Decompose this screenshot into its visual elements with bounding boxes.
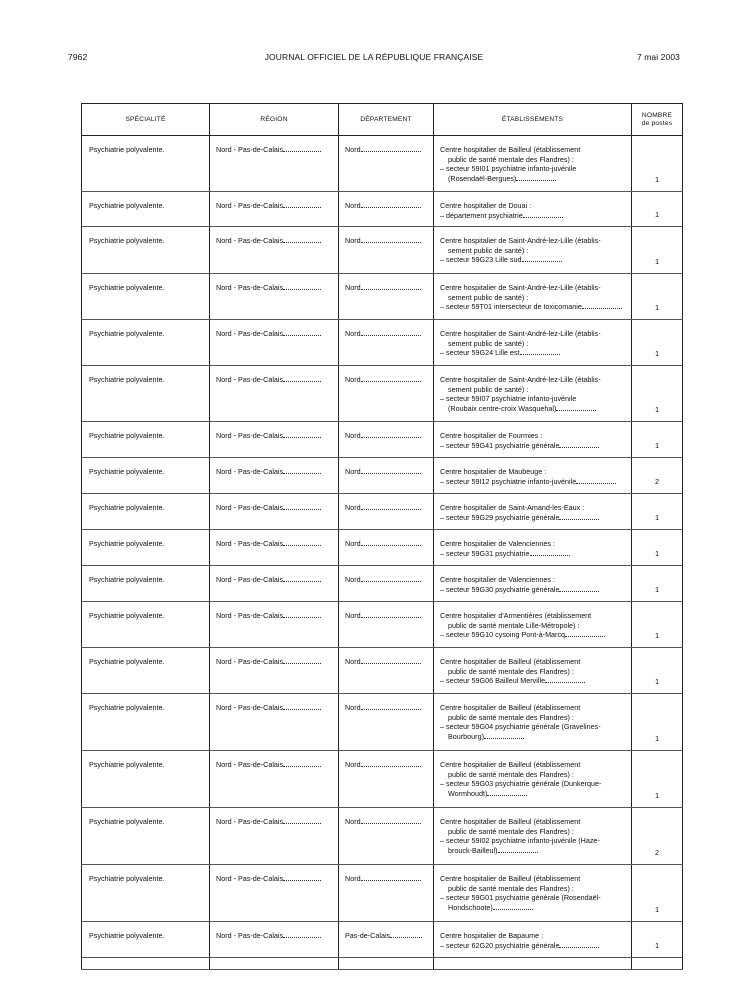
cell-etablissement (434, 922, 632, 958)
leader-dots (522, 256, 562, 262)
etablissement-line: – secteur 59G41 psychiatrie générale (440, 441, 627, 451)
etablissement-line: brouck-Bailleul) (440, 846, 627, 856)
region-text: Nord - Pas-de-Calais (216, 817, 284, 826)
cell-region (210, 751, 339, 808)
table-row (82, 808, 683, 865)
leader-dots (283, 432, 321, 438)
region-text: Nord - Pas-de-Calais (216, 329, 284, 338)
leader-dots (283, 761, 321, 767)
col-header-departement: DÉPARTEMENT (339, 104, 434, 136)
cell-etablissement (434, 458, 632, 494)
etablissement-line: sement public de santé) : (448, 245, 529, 255)
continuation-cell (339, 958, 434, 970)
leader-dots (283, 330, 321, 336)
etablissement-line: – secteur 59G03 psychiatrie générale (Dunkerque- (440, 779, 602, 789)
cell-region (210, 922, 339, 958)
cell-etablissement (434, 566, 632, 602)
cell-etablissement (434, 227, 632, 274)
cell-region (210, 602, 339, 648)
cell-region (210, 366, 339, 422)
leader-dots (576, 478, 616, 484)
cell-specialite: Psychiatrie polyvalente. (82, 458, 210, 494)
departement-text: Nord (345, 236, 361, 245)
leader-dots (283, 504, 321, 510)
cell-etablissement (434, 274, 632, 320)
col-header-nombre-line2: de postes (641, 119, 673, 127)
etablissement-line: public de santé mentale des Flandres) : (448, 154, 574, 164)
leader-dots (361, 432, 421, 438)
cell-specialite: Psychiatrie polyvalente. (82, 602, 210, 648)
leader-dots (559, 586, 599, 592)
table-header-row (82, 104, 683, 136)
etablissement-line: Centre hospitalier de Bapaume : (440, 931, 544, 940)
etablissement-line: Hondschoote) (440, 903, 627, 913)
cell-departement (339, 136, 434, 192)
cell-region (210, 530, 339, 566)
departement-text: Nord (345, 375, 361, 384)
etablissement-line: Bourbourg) (440, 732, 627, 742)
departement-text: Nord (345, 467, 361, 476)
leader-dots (545, 677, 585, 683)
leader-dots (283, 540, 321, 546)
table-row (82, 602, 683, 648)
cell-nombre: 1 (632, 530, 683, 566)
leader-dots (283, 932, 321, 938)
etablissement-line: Centre hospitalier de Maubeuge : (440, 467, 547, 476)
leader-dots (361, 540, 421, 546)
cell-etablissement (434, 808, 632, 865)
leader-dots (361, 818, 421, 824)
cell-etablissement (434, 494, 632, 530)
col-header-etablissements: ÉTABLISSEMENTS (434, 104, 632, 136)
table-row (82, 751, 683, 808)
cell-nombre: 1 (632, 865, 683, 922)
cell-departement (339, 922, 434, 958)
etablissement-line: – secteur 59I12 psychiatrie infanto-juvénile (440, 477, 627, 487)
etablissement-line: – secteur 59G10 cysoing Pont-à-Marcq (440, 630, 627, 640)
continuation-cell (434, 958, 632, 970)
page-number: 7962 (68, 52, 88, 62)
cell-departement (339, 320, 434, 366)
leader-dots (493, 904, 533, 910)
continuation-cell (82, 958, 210, 970)
leader-dots (487, 790, 527, 796)
col-header-specialite: SPÉCIALITÉ (82, 104, 210, 136)
leader-dots (484, 733, 524, 739)
table-row (82, 458, 683, 494)
cell-nombre: 1 (632, 320, 683, 366)
cell-nombre: 1 (632, 922, 683, 958)
table-row (82, 366, 683, 422)
leader-dots (361, 237, 421, 243)
cell-etablissement (434, 320, 632, 366)
page-header (68, 52, 680, 64)
table-row (82, 494, 683, 530)
etablissement-line: public de santé mentale des Flandres) : (448, 769, 574, 779)
leader-dots (559, 514, 599, 520)
leader-dots (283, 875, 321, 881)
cell-specialite: Psychiatrie polyvalente. (82, 227, 210, 274)
cell-nombre: 1 (632, 227, 683, 274)
cell-departement (339, 865, 434, 922)
cell-specialite: Psychiatrie polyvalente. (82, 422, 210, 458)
cell-specialite: Psychiatrie polyvalente. (82, 648, 210, 694)
etablissement-line: sement public de santé) : (448, 338, 529, 348)
cell-specialite: Psychiatrie polyvalente. (82, 530, 210, 566)
etablissement-line: Centre hospitalier de Bailleul (établissement (440, 874, 581, 883)
etablissement-line: – secteur 59G24 Lille est (440, 348, 627, 358)
cell-nombre: 2 (632, 458, 683, 494)
leader-dots (361, 658, 421, 664)
cell-region (210, 422, 339, 458)
etablissement-line: public de santé mentale des Flandres) : (448, 712, 574, 722)
region-text: Nord - Pas-de-Calais (216, 467, 284, 476)
etablissement-line: Wormhoudt) (440, 789, 627, 799)
table-row (82, 566, 683, 602)
etablissement-line: Centre hospitalier de Bailleul (établissement (440, 657, 581, 666)
cell-region (210, 192, 339, 227)
table-row (82, 648, 683, 694)
leader-dots (565, 631, 605, 637)
cell-nombre: 1 (632, 566, 683, 602)
table-continuation-row (82, 958, 683, 970)
region-text: Nord - Pas-de-Calais (216, 575, 284, 584)
cell-specialite: Psychiatrie polyvalente. (82, 751, 210, 808)
leader-dots (283, 704, 321, 710)
cell-specialite: Psychiatrie polyvalente. (82, 865, 210, 922)
leader-dots (559, 942, 599, 948)
cell-etablissement (434, 865, 632, 922)
cell-specialite: Psychiatrie polyvalente. (82, 694, 210, 751)
etablissement-line: – secteur 59G29 psychiatrie générale (440, 513, 627, 523)
etablissement-line: – secteur 59T01 intersecteur de toxicomanie (440, 302, 627, 312)
region-text: Nord - Pas-de-Calais (216, 145, 284, 154)
table-row (82, 694, 683, 751)
table-row (82, 865, 683, 922)
cell-departement (339, 602, 434, 648)
cell-nombre: 1 (632, 422, 683, 458)
etablissement-line: – secteur 59I07 psychiatrie infanto-juvénile (440, 394, 577, 404)
region-text: Nord - Pas-de-Calais (216, 539, 284, 548)
leader-dots (283, 237, 321, 243)
etablissement-line: Centre hospitalier de Bailleul (établissement (440, 703, 581, 712)
journal-title: JOURNAL OFFICIEL DE LA RÉPUBLIQUE FRANÇAISE (264, 52, 484, 62)
cell-region (210, 274, 339, 320)
leader-dots (516, 175, 556, 181)
table-row (82, 422, 683, 458)
leader-dots (361, 330, 421, 336)
cell-region (210, 320, 339, 366)
cell-departement (339, 192, 434, 227)
leader-dots (283, 818, 321, 824)
cell-etablissement (434, 366, 632, 422)
region-text: Nord - Pas-de-Calais (216, 236, 284, 245)
leader-dots (283, 146, 321, 152)
table-row (82, 922, 683, 958)
cell-specialite: Psychiatrie polyvalente. (82, 922, 210, 958)
leader-dots (361, 704, 421, 710)
cell-specialite: Psychiatrie polyvalente. (82, 136, 210, 192)
leader-dots (361, 761, 421, 767)
etablissement-line: Centre hospitalier de Bailleul (établissement (440, 760, 581, 769)
etablissement-line: – secteur 59G30 psychiatrie générale (440, 585, 627, 595)
cell-etablissement (434, 136, 632, 192)
departement-text: Nord (345, 503, 361, 512)
etablissement-line: Centre hospitalier d'Armentières (établissement (440, 611, 592, 620)
cell-nombre: 1 (632, 366, 683, 422)
table-row (82, 136, 683, 192)
cell-etablissement (434, 602, 632, 648)
departement-text: Nord (345, 817, 361, 826)
leader-dots (361, 576, 421, 582)
publication-date: 7 mai 2003 (636, 52, 680, 62)
cell-specialite: Psychiatrie polyvalente. (82, 320, 210, 366)
cell-region (210, 648, 339, 694)
region-text: Nord - Pas-de-Calais (216, 760, 284, 769)
departement-text: Nord (345, 539, 361, 548)
cell-etablissement (434, 751, 632, 808)
cell-specialite: Psychiatrie polyvalente. (82, 494, 210, 530)
col-header-region: RÉGION (210, 104, 339, 136)
table-row (82, 530, 683, 566)
leader-dots (361, 875, 421, 881)
cell-departement (339, 494, 434, 530)
region-text: Nord - Pas-de-Calais (216, 375, 284, 384)
departement-text: Nord (345, 760, 361, 769)
cell-departement (339, 366, 434, 422)
leader-dots (559, 442, 599, 448)
region-text: Nord - Pas-de-Calais (216, 657, 284, 666)
cell-region (210, 566, 339, 602)
cell-departement (339, 274, 434, 320)
cell-etablissement (434, 648, 632, 694)
etablissement-line: Centre hospitalier de Saint-André-lez-Lille (établis- (440, 329, 601, 338)
leader-dots (361, 202, 421, 208)
etablissement-line: – secteur 59G01 psychiatrie générale (Rosendaël- (440, 893, 601, 903)
etablissement-line: public de santé mentale des Flandres) : (448, 666, 574, 676)
table-row (82, 192, 683, 227)
departement-text: Pas-de-Calais (345, 931, 391, 940)
leader-dots (361, 468, 421, 474)
cell-departement (339, 751, 434, 808)
cell-etablissement (434, 192, 632, 227)
cell-region (210, 227, 339, 274)
leader-dots (530, 550, 570, 556)
etablissement-line: (Roubaix centre-croix Wasquehal) (440, 404, 627, 414)
continuation-cell (210, 958, 339, 970)
region-text: Nord - Pas-de-Calais (216, 874, 284, 883)
leader-dots (390, 932, 422, 938)
departement-text: Nord (345, 329, 361, 338)
leader-dots (361, 612, 421, 618)
etablissement-line: sement public de santé) : (448, 292, 529, 302)
leader-dots (361, 284, 421, 290)
etablissement-line: Centre hospitalier de Saint-André-lez-Lille (établis- (440, 375, 601, 384)
cell-etablissement (434, 694, 632, 751)
cell-nombre: 1 (632, 494, 683, 530)
cell-specialite: Psychiatrie polyvalente. (82, 566, 210, 602)
cell-departement (339, 648, 434, 694)
leader-dots (283, 576, 321, 582)
cell-specialite: Psychiatrie polyvalente. (82, 274, 210, 320)
region-text: Nord - Pas-de-Calais (216, 503, 284, 512)
leader-dots (361, 376, 421, 382)
cell-nombre: 1 (632, 648, 683, 694)
departement-text: Nord (345, 431, 361, 440)
cell-nombre: 1 (632, 192, 683, 227)
etablissement-line: (Rosendaël-Bergues) (440, 174, 627, 184)
etablissement-line: – secteur 59I02 psychiatrie infanto-juvénile (Haze- (440, 836, 600, 846)
cell-departement (339, 458, 434, 494)
etablissement-line: – secteur 59G23 Lille sud (440, 255, 627, 265)
etablissement-line: – secteur 62G20 psychiatrie générale (440, 941, 627, 951)
etablissement-line: public de santé mentale des Flandres) : (448, 826, 574, 836)
leader-dots (283, 658, 321, 664)
departement-text: Nord (345, 657, 361, 666)
departement-text: Nord (345, 575, 361, 584)
region-text: Nord - Pas-de-Calais (216, 611, 284, 620)
cell-region (210, 694, 339, 751)
cell-departement (339, 808, 434, 865)
cell-nombre: 1 (632, 751, 683, 808)
leader-dots (361, 146, 421, 152)
cell-etablissement (434, 530, 632, 566)
col-header-nombre-line1: NOMBRE (641, 112, 673, 119)
leader-dots (498, 847, 538, 853)
departement-text: Nord (345, 145, 361, 154)
departement-text: Nord (345, 703, 361, 712)
etablissement-line: public de santé mentale Lille-Métropole) : (448, 620, 580, 630)
cell-departement (339, 566, 434, 602)
cell-departement (339, 694, 434, 751)
etablissement-line: Centre hospitalier de Saint-André-lez-Lille (établis- (440, 236, 601, 245)
postes-table (81, 103, 683, 970)
table-row (82, 227, 683, 274)
departement-text: Nord (345, 874, 361, 883)
leader-dots (283, 284, 321, 290)
etablissement-line: Centre hospitalier de Bailleul (établissement (440, 145, 581, 154)
region-text: Nord - Pas-de-Calais (216, 431, 284, 440)
cell-nombre: 1 (632, 136, 683, 192)
etablissement-line: Centre hospitalier de Saint-Amand-les-Eaux : (440, 503, 585, 512)
table-row (82, 320, 683, 366)
cell-region (210, 458, 339, 494)
cell-nombre: 2 (632, 808, 683, 865)
departement-text: Nord (345, 201, 361, 210)
region-text: Nord - Pas-de-Calais (216, 283, 284, 292)
region-text: Nord - Pas-de-Calais (216, 703, 284, 712)
departement-text: Nord (345, 283, 361, 292)
cell-region (210, 865, 339, 922)
etablissement-line: – département psychiatrie (440, 211, 627, 221)
leader-dots (361, 504, 421, 510)
cell-departement (339, 227, 434, 274)
continuation-cell (632, 958, 683, 970)
cell-specialite: Psychiatrie polyvalente. (82, 808, 210, 865)
leader-dots (283, 376, 321, 382)
cell-specialite: Psychiatrie polyvalente. (82, 366, 210, 422)
cell-departement (339, 530, 434, 566)
leader-dots (523, 212, 563, 218)
cell-etablissement (434, 422, 632, 458)
cell-departement (339, 422, 434, 458)
leader-dots (283, 202, 321, 208)
region-text: Nord - Pas-de-Calais (216, 931, 284, 940)
etablissement-line: Centre hospitalier de Saint-André-lez-Lille (établis- (440, 283, 601, 292)
table-row (82, 274, 683, 320)
region-text: Nord - Pas-de-Calais (216, 201, 284, 210)
cell-nombre: 1 (632, 274, 683, 320)
etablissement-line: – secteur 59G31 psychiatrie (440, 549, 627, 559)
cell-specialite: Psychiatrie polyvalente. (82, 192, 210, 227)
etablissement-line: – secteur 59I01 psychiatrie infanto-juvénile (440, 164, 577, 174)
etablissement-line: public de santé mentale des Flandres) : (448, 883, 574, 893)
leader-dots (582, 303, 622, 309)
leader-dots (283, 468, 321, 474)
cell-region (210, 808, 339, 865)
etablissement-line: – secteur 59G04 psychiatrie générale (Gravelines- (440, 722, 601, 732)
departement-text: Nord (345, 611, 361, 620)
cell-nombre: 1 (632, 602, 683, 648)
leader-dots (520, 349, 560, 355)
leader-dots (283, 612, 321, 618)
leader-dots (556, 405, 596, 411)
etablissement-line: Centre hospitalier de Valenciennes : (440, 539, 555, 548)
cell-region (210, 136, 339, 192)
col-header-nombre (632, 104, 683, 136)
cell-region (210, 494, 339, 530)
etablissement-line: Centre hospitalier de Douai : (440, 201, 532, 210)
etablissement-line: sement public de santé) : (448, 384, 529, 394)
cell-nombre: 1 (632, 694, 683, 751)
etablissement-line: Centre hospitalier de Valenciennes : (440, 575, 555, 584)
etablissement-line: Centre hospitalier de Bailleul (établissement (440, 817, 581, 826)
etablissement-line: – secteur 59G06 Bailleul Merville (440, 676, 627, 686)
etablissement-line: Centre hospitalier de Fourmies : (440, 431, 543, 440)
